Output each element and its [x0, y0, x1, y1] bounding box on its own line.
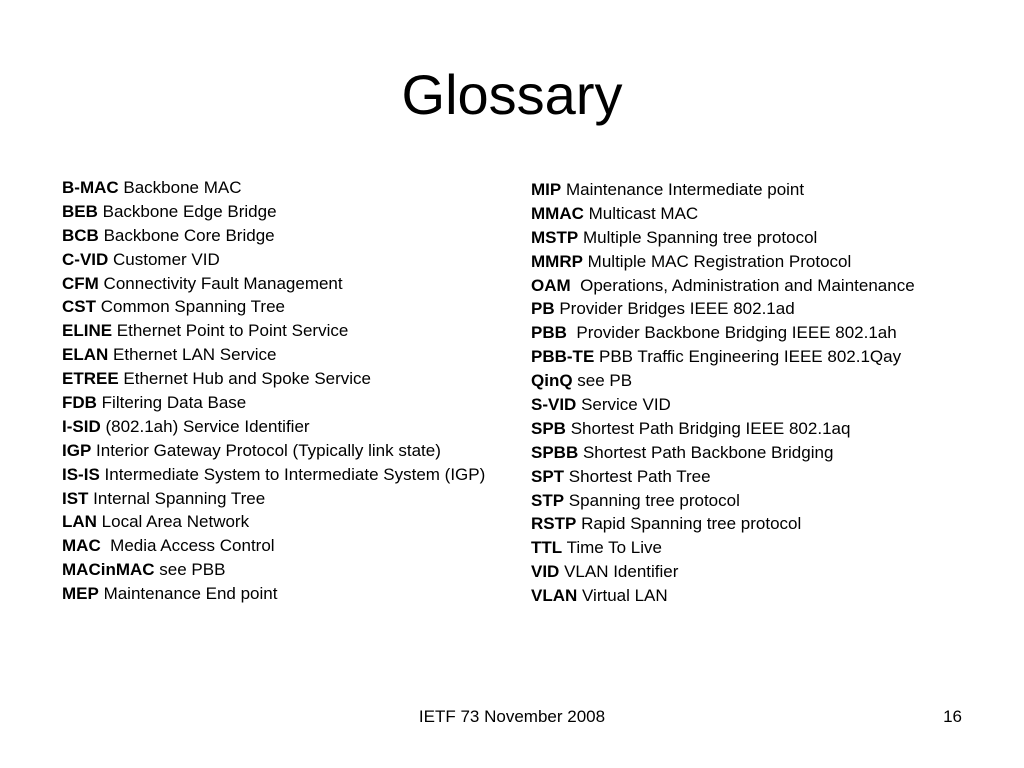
glossary-definition: VLAN Identifier: [559, 562, 679, 582]
glossary-definition: Intermediate System to Intermediate System (IGP): [99, 464, 486, 484]
glossary-entry: [62, 418, 512, 436]
glossary-definition: Interior Gateway Protocol (Typically link state): [91, 440, 441, 460]
glossary-definition: Shortest Path Tree: [564, 466, 711, 486]
glossary-definition: Connectivity Fault Management: [98, 273, 343, 293]
glossary-definition: (802.1ah) Service Identifier: [100, 416, 310, 436]
glossary-definition: Multicast MAC: [583, 203, 699, 223]
glossary-definition: Multiple Spanning tree protocol: [578, 227, 818, 247]
glossary-entry: [62, 203, 512, 221]
glossary-entry: [62, 251, 512, 269]
glossary-term: OAM: [531, 275, 571, 295]
glossary-term: MIP: [531, 180, 562, 199]
glossary-term: STP: [531, 490, 565, 510]
slide-footer: IETF 73 November 2008: [418, 707, 606, 726]
glossary-entry: [531, 324, 981, 342]
glossary-entry: [62, 370, 512, 388]
glossary-definition: Local Area Network: [96, 512, 250, 532]
glossary-definition: Rapid Spanning tree protocol: [576, 514, 802, 534]
glossary-definition: Customer VID: [108, 249, 220, 269]
glossary-entry: [531, 444, 981, 462]
glossary-term: ELAN: [62, 345, 109, 365]
glossary-definition: Service VID: [576, 395, 671, 415]
glossary-term: LAN: [62, 512, 97, 532]
glossary-term: PB: [531, 299, 555, 319]
glossary-term: MMRP: [531, 251, 583, 271]
glossary-entry: [62, 298, 512, 316]
glossary-entry: [62, 466, 512, 484]
glossary-term: SPBB: [531, 442, 579, 462]
glossary-definition: Shortest Path Backbone Bridging: [578, 442, 834, 462]
glossary-entry: [62, 585, 512, 603]
glossary-definition: Maintenance End point: [98, 584, 278, 604]
glossary-term: FDB: [62, 393, 97, 413]
glossary-entry: [62, 179, 512, 197]
glossary-entry: [62, 346, 512, 364]
glossary-entry: [531, 253, 981, 271]
glossary-entry: [531, 539, 981, 557]
glossary-definition: PBB Traffic Engineering IEEE 802.1Qay: [594, 347, 902, 367]
glossary-definition: Backbone Core Bridge: [98, 225, 275, 245]
glossary-definition: Backbone MAC: [118, 178, 242, 197]
glossary-definition: Spanning tree protocol: [564, 490, 740, 510]
glossary-definition: Ethernet LAN Service: [108, 345, 277, 365]
glossary-definition: Operations, Administration and Maintenance: [570, 275, 915, 295]
glossary-definition: Ethernet Hub and Spoke Service: [118, 369, 372, 389]
glossary-definition: Common Spanning Tree: [96, 297, 285, 317]
glossary-entry: [62, 275, 512, 293]
glossary-entry: [531, 229, 981, 247]
glossary-entry: [62, 394, 512, 412]
glossary-definition: Provider Bridges IEEE 802.1ad: [554, 299, 795, 319]
glossary-entry: [531, 205, 981, 223]
glossary-entry: [531, 396, 981, 414]
glossary-term: TTL: [531, 538, 563, 558]
glossary-term: I-SID: [62, 416, 101, 436]
glossary-term: ETREE: [62, 369, 119, 389]
glossary-term: QinQ: [531, 371, 573, 391]
glossary-definition: Provider Backbone Bridging IEEE 802.1ah: [566, 323, 897, 343]
glossary-term: VLAN: [531, 586, 578, 606]
glossary-entry: [531, 277, 981, 295]
glossary-entry: [531, 420, 981, 438]
glossary-definition: Backbone Edge Bridge: [97, 201, 277, 221]
glossary-term: ELINE: [62, 321, 113, 341]
glossary-entry: [531, 372, 981, 390]
glossary-definition: Ethernet Point to Point Service: [112, 321, 349, 341]
glossary-entry: [531, 515, 981, 533]
glossary-entry: [531, 300, 981, 318]
glossary-definition: see PB: [572, 371, 633, 391]
glossary-entry: [62, 322, 512, 340]
glossary-term: BCB: [62, 225, 99, 245]
slide-title: Glossary: [401, 63, 623, 126]
glossary-term: PBB: [531, 323, 567, 343]
glossary-term: CFM: [62, 273, 99, 293]
glossary-entry: [531, 468, 981, 486]
glossary-term: MACinMAC: [62, 560, 155, 580]
glossary-definition: Internal Spanning Tree: [88, 488, 266, 508]
glossary-entry: [62, 490, 512, 508]
glossary-definition: Maintenance Intermediate point: [561, 180, 805, 199]
glossary-entry: [531, 181, 981, 199]
glossary-term: RSTP: [531, 514, 577, 534]
glossary-entry: [62, 513, 512, 531]
glossary-term: CST: [62, 297, 96, 317]
glossary-entry: [62, 561, 512, 579]
glossary-entry: [62, 537, 512, 555]
glossary-term: B-MAC: [62, 178, 119, 197]
glossary-definition: Time To Live: [562, 538, 662, 558]
glossary-left-column: [62, 179, 512, 609]
glossary-definition: Multiple MAC Registration Protocol: [582, 251, 852, 271]
glossary-term: MEP: [62, 584, 99, 604]
glossary-term: VID: [531, 562, 560, 582]
glossary-term: BEB: [62, 201, 98, 221]
glossary-term: PBB-TE: [531, 347, 595, 367]
glossary-term: SPB: [531, 418, 566, 438]
glossary-definition: see PBB: [154, 560, 226, 580]
glossary-term: S-VID: [531, 395, 577, 415]
glossary-term: SPT: [531, 466, 565, 486]
page-number: 16: [943, 707, 962, 726]
glossary-entry: [62, 227, 512, 245]
glossary-term: IS-IS: [62, 464, 100, 484]
glossary-right-column: [531, 181, 981, 611]
glossary-definition: Shortest Path Bridging IEEE 802.1aq: [565, 418, 851, 438]
glossary-entry: [62, 442, 512, 460]
glossary-entry: [531, 587, 981, 605]
glossary-entry: [531, 563, 981, 581]
glossary-term: MMAC: [531, 203, 584, 223]
glossary-definition: Filtering Data Base: [96, 393, 247, 413]
glossary-term: C-VID: [62, 249, 109, 269]
glossary-entry: [531, 492, 981, 510]
glossary-term: IGP: [62, 440, 92, 460]
glossary-term: MSTP: [531, 227, 579, 247]
glossary-definition: Media Access Control: [100, 536, 275, 556]
glossary-term: IST: [62, 488, 89, 508]
glossary-entry: [531, 348, 981, 366]
glossary-definition: Virtual LAN: [577, 586, 668, 606]
glossary-term: MAC: [62, 536, 101, 556]
